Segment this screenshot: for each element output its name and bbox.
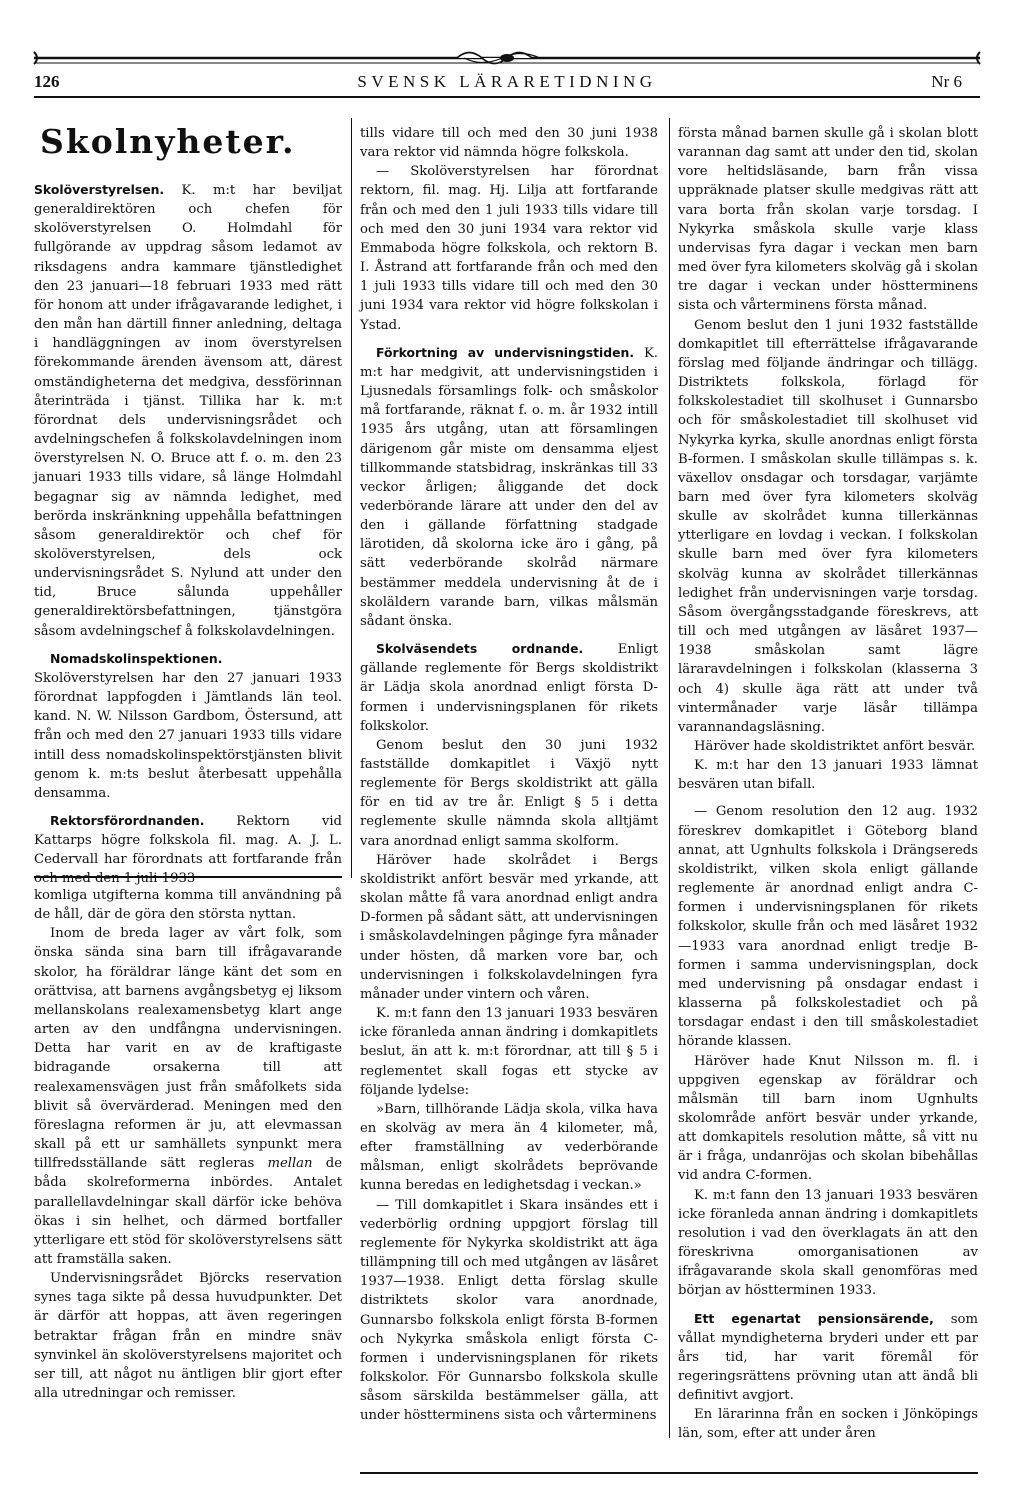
column-2: [360, 124, 658, 1424]
paragraph: Genom beslut den 1 juni 1932 fastställde domkapitlet till efterrättelse ifrågavarande förslag med följande ändringar och tillägg. Distriktets folkskola, förlagd för folkskolestadiet till skolhuset i Gunnarsbo och för småskolestadiet till skolhuset vid Nykyrka kyrka, skulle anordnas enligt första B-formen. I småskolan skulle tillämpas s. k. växellov onsdagar och torsdagar, varjämte barn med över fyra kilometers skolväg skulle av skolrådet kunna tillerkännas ytterligare en lovdag i veckan. I folkskolan skulle barn med över fyra kilometers skolväg kunna av skolrådet tillerkännas ledighet från undervisningen varje torsdag. Såsom övergångsstadgande föreskrevs, att till och med utgången av läsåret 1937—1938 småskolan samt lägre läraravdelningen i folkskolan (klasserna 3 och 4) skulle äga rätt att under två vintermånader varje läsår tillämpa varannandagsläsning.: [678, 317, 978, 735]
article-text: Rektorn vid Kattarps högre folkskola fil. mag. A. J. L. Cedervall har förordnats att fortfarande från och med den 1 juli 1933: [34, 814, 342, 887]
article-heading: Skolväsendets ordnande.: [376, 641, 584, 657]
article-rektors: [34, 811, 342, 889]
article-text: Skolöverstyrelsen har den 27 januari 1933 förordnat lappfogden i Jämtlands län teol. kand. N. W. Nilsson Gardbom, Östersund, att från och med den 27 januari 1933 tills vidare intill dess nomadskolinspektörstjänsten blivit genom k. m:ts beslut återbesatt uppehålla densamma.: [34, 670, 342, 801]
paragraph: En lärarinna från en socken i Jönköpings län, som, efter att under åren: [678, 1407, 978, 1442]
article-forkortning: [360, 343, 658, 631]
article-skoloverstyrelsen: [34, 180, 342, 641]
paragraph: Häröver hade Knut Nilsson m. fl. i uppgiven egenskap av föräldrar och målsmän till barn inom Ugnhults skolområde anfört besvär under yrkande, att domkapitels resolution måtte, så vitt nu är i fråga, undanröjas och skolan bibehållas vid andra C-formen.: [678, 1053, 978, 1184]
section-headline: Skolnyheter.: [40, 122, 296, 161]
article-heading: Ett egenartat pensionsärende,: [694, 1310, 934, 1326]
paragraph: — Skolöverstyrelsen har förordnat rektorn, fil. mag. Hj. Lilja att fortfarande från och med den 1 juli 1933 tills vidare till och med den 30 juni 1934 vara rektor vid Emmaboda högre folkskola, och rektorn B. I. Åstrand att fortfarande från och med den 1 juli 1933 tills vidare till och med den 30 juni 1934 vara rektor vid högre folkskolan i Ystad.: [360, 164, 658, 333]
running-title: SVENSK LÄRARETIDNING: [357, 72, 657, 91]
paragraph: K. m:t fann den 13 januari 1933 besvären icke föranleda annan ändring i domkapitlets beslut, än att k. m:t förordnar, att till § 5 i reglementet skall fogas ett stycke av följande lydelse:: [360, 1006, 658, 1098]
article-heading: Rektorsförordnanden.: [50, 813, 205, 828]
paragraph: tills vidare till och med den 30 juni 1938 vara rektor vid nämnda högre folkskola.: [360, 126, 658, 161]
paragraph: — Till domkapitlet i Skara insändes ett i vederbörlig ordning uppgjort förslag till reglemente för Nykyrka skoldistrikt att äga tillämpning till och med utgången av läsåret 1937—1938. Enligt detta förslag skulle distriktets skolor vara anordnade, Gunnarsbo folkskola enligt första B-formen och Nykyrka småskola enligt första C-formen i undervisningsplanen för rikets folkskolor. För Gunnarsbo folkskola skulle såsom särskilda bestämmelser gälla, att under höstterminens sista och vårterminens: [360, 1197, 658, 1424]
ornamental-header-rule: [34, 44, 980, 72]
column-divider-2: [669, 118, 670, 1438]
paragraph: [34, 924, 342, 1269]
column-1-top: [34, 110, 342, 887]
paragraph: Häröver hade skoldistriktet anfört besvär.: [694, 739, 976, 754]
column-divider-1: [351, 118, 352, 878]
article-heading: Nomadskolinspektionen.: [50, 650, 223, 666]
article-skolvasendet: [360, 639, 658, 736]
italic-word: mellan: [267, 1156, 313, 1172]
article-nomadskol: [34, 649, 342, 803]
paragraph: — Genom resolution den 12 aug. 1932 föreskrev domkapitlet i Göteborg bland annat, att Ugnhults folkskola i Drängsereds skoldistrikt, vilken skola enligt gällande reglemente är anordnad enligt andra C-formen i undervisningsplanen för rikets folkskolor, skulle från och med läsåret 1932—1933 vara anordnad enligt tredje B-formen i samma undervisningsplan, dock med undervisning på onsdagar endast i klasserna på folkskolestadiet och på torsdagar endast i den till småskolestadiet hörande klassen.: [678, 804, 978, 1050]
paragraph: komliga utgifterna komma till användning på de håll, där de göra den största nyttan.: [34, 888, 342, 923]
paragraph: första månad barnen skulle gå i skolan blott varannan dag samt att under den tid, skolan vore heltidsläsande, barn från vissa uppräknade platser skulle medgivas rätt att vara borta från skolan varje torsdag. I Nykyrka småskola skulle varje klass undervisas fyra dagar i veckan men barn med över fyra kilometers skolväg gå i skolan tre dagar i veckan under höstterminens sista och vårterminens första månad.: [678, 126, 978, 314]
paragraph: Undervisningsrådet Björcks reservation synes taga sikte på dessa huvudpunkter. Det är därför att hoppas, att även regeringen betraktar frågan från en mindre snäv synvinkel än skolöverstyrelsens majoritet och ser till, att något nu äntligen blir gjort efter alla utredningar och remisser.: [34, 1271, 342, 1402]
paragraph: »Barn, tillhörande Lädja skola, vilka hava en skolväg av mera än 4 kilometer, må, efter framställning av vederbörande målsman, enligt skolrådets beprövande kunna beredas en ledighetsdag i veckan.»: [360, 1101, 658, 1194]
paragraph: Genom beslut den 30 juni 1932 fastställde domkapitlet i Växjö nytt reglemente för Bergs skoldistrikt att gälla för en tid av tre år. Enligt § 5 i detta reglemente skulle nämnda skola alltjämt vara anordnad enligt samma skolform.: [360, 737, 658, 849]
article-text: K. m:t har medgivit, att undervisningstiden i Ljusnedals församlings folk- och småskolor må fortfarande, räknat f. o. m. år 1932 intill 1935 års utgång, utan att församlingen därigenom går miste om densamma eljest tillkommande statsbidrag, inskränkas till 33 veckor årligen; åliggande det dock vederbörande lärare att under den del av den i gällande författning stadgade lärotiden, då skolorna icke äro i gång, på sätt vederbörande skolråd närmare bestämmer meddela undervisning åt de i skoläldern varande barn, vilkas målsmän sådant önska.: [360, 345, 658, 629]
page-number: 126: [34, 72, 60, 91]
column-3: [678, 124, 978, 1442]
article-text: K. m:t har beviljat generaldirektören och chefen för skolöverstyrelsen O. Holmdahl för fullgörande av uppdrag såsom ledamot av riksdagens andra kammare tjänstledighet den 23 januari—18 februari 1933 med rätt för honom att under ifrågavarande ledighet, i den mån han därtill finner anledning, deltaga i handläggningen av inom överstyrelsen förekommande ärenden ävensom att, därest omständigheterna det medgiva, dessförinnan återinträda i tjänst. Tillika har k. m:t förordnat dels undervisningsrådet och avdelningschefen å folkskolavdelningen inom överstyrelsen N. O. Bruce att f. o. m. den 23 januari 1933 tills vidare, så länge Holmdahl begagnar sig av nämnda ledighet, med berörda inskränkning uppehålla befattningen såsom generaldirektör och chef för skolöverstyrelsen, dels ock undervisningsrådet S. Nylund att under den tid, Bruce sålunda uppehåller generaldirektörsbefattningen, tjänstgöra såsom avdelningschef å folkskolavdelningen.: [34, 183, 342, 639]
paragraph: Häröver hade skolrådet i Bergs skoldistrikt anfört besvär med yrkande, att skolan måtte få vara anordnad enligt andra D-formen på sådant sätt, att undervisningen i småskolavdelningen påginge fyra månader under hösten, då marken vore bar, och undervisningen i folkskolavdelningen fyra månader under vintern och våren.: [360, 852, 658, 1002]
column-1-bottom: [34, 886, 342, 1456]
article-heading: Skolöverstyrelsen.: [34, 182, 165, 197]
header-rule: [34, 96, 980, 98]
article-heading: Förkortning av undervisningstiden.: [376, 344, 635, 360]
bottom-rule: [360, 1472, 978, 1474]
issue-number: Nr 6: [931, 72, 962, 91]
article-text: som vållat myndigheterna bryderi under ett par års tid, har varit föremål för regeringsrättens prövning utan att ändå bli definitivt avgjort.: [678, 1311, 978, 1404]
paragraph-text: de båda skolreformerna inbördes. Antalet parallellavdelningar skall därför icke behöva ökas i sin helhet, och därmed bortfaller ytterligare ett stöd för skolöverstyrelsens sätt att framställa saken.: [34, 1156, 342, 1267]
paragraph-text: Inom de breda lager av vårt folk, som önska sända sina barn till ifrågavarande skolor, ha föräldrar länge känt det som en orättvisa, att barnens avgångsbetyg ej liksom mellanskolans realexamensbetyg klart ange arten av den undfångna undervisningen. Detta har varit en av de kraftigaste bidragande orsakerna till att realexamensvägen just från småfolkets sida blivit så övervärderad. Meningen med den föreslagna reformen är ju, att elevmassan skall på ett ur samhällets synpunkt mera tillfredsställande sätt regleras: [34, 926, 342, 1172]
article-pension: [678, 1309, 978, 1406]
paragraph: K. m:t fann den 13 januari 1933 besvären icke föranleda annan ändring i domkapitlets resolution i vad den överklagats än att den föreskrivna omorganisationen av ifrågavarande skola skall genomföras med början av höstterminen 1933.: [678, 1187, 978, 1299]
page-header: [34, 72, 980, 94]
paragraph: K. m:t har den 13 januari 1933 lämnat besvären utan bifall.: [678, 758, 978, 793]
article-text: Enligt gällande reglemente för Bergs skoldistrikt är Lädja skola anordnad enligt första D-formen i undervisningsplanen för rikets folkskolor.: [360, 642, 658, 734]
